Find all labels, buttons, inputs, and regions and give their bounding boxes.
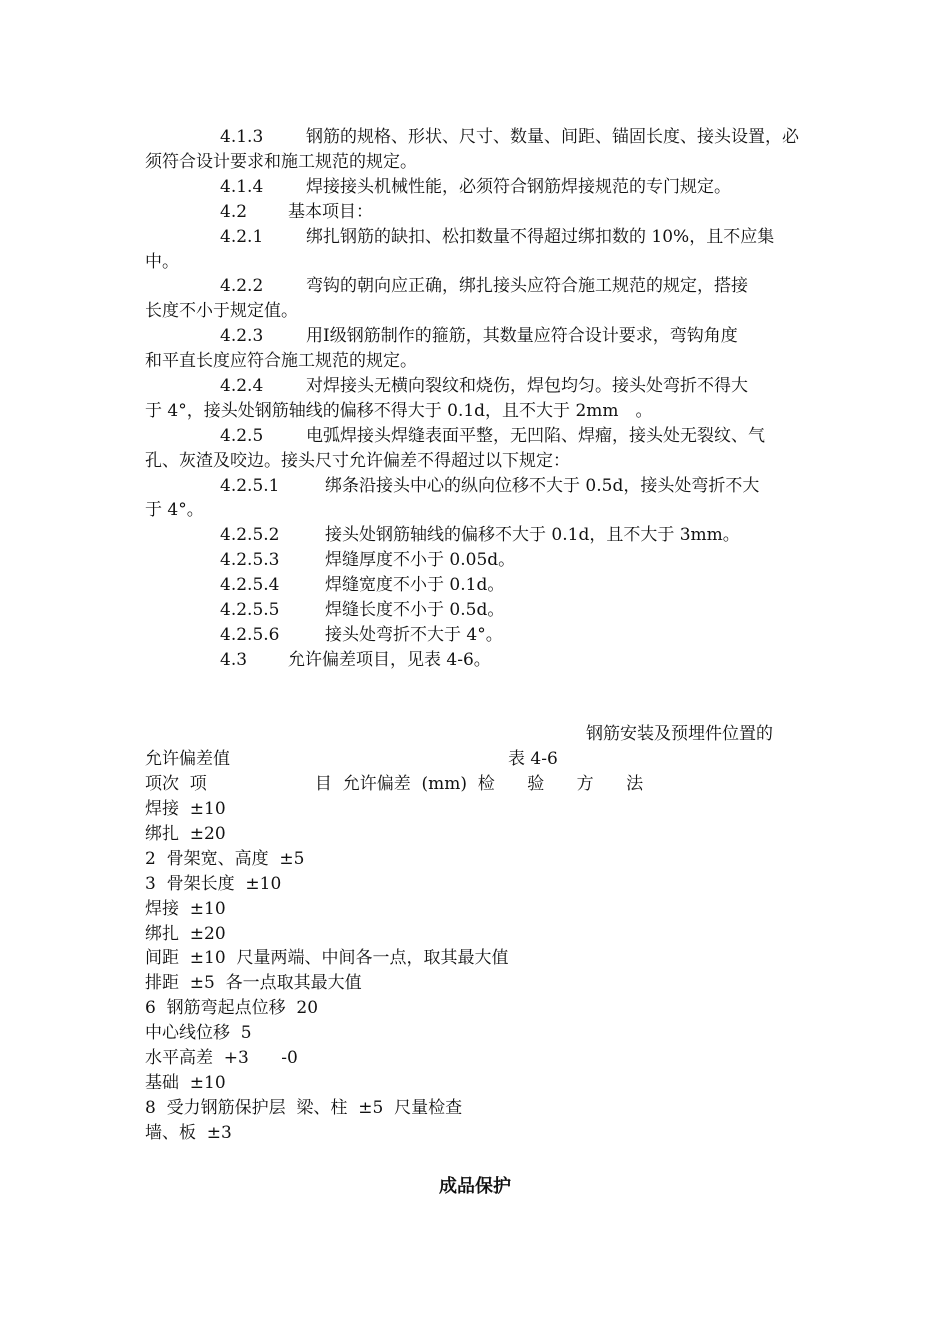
para-4-1-4 xyxy=(220,175,731,199)
para-text: 焊缝厚度不小于 0.05d。 xyxy=(325,550,516,570)
clause-number: 4.2.5.2 xyxy=(220,525,280,545)
clause-number: 4.2.3 xyxy=(220,326,264,346)
para-text: 对焊接头无横向裂纹和烧伤，焊包均匀。接头处弯折不得大 xyxy=(306,376,748,396)
table-row: 中心线位移 5 xyxy=(145,1023,252,1043)
para-4-2-5-2 xyxy=(220,523,740,547)
para-text: 电弧焊接头焊缝表面平整，无凹陷、焊瘤，接头处无裂纹、气 xyxy=(306,426,765,446)
table-row: 8 受力钢筋保护层 梁、柱 ±5 尺量检查 xyxy=(145,1098,463,1118)
para-4-2-5-5 xyxy=(220,598,504,622)
clause-number: 4.2.5 xyxy=(220,426,264,446)
para-4-2-5-3 xyxy=(220,548,515,572)
table-row: 绑扎 ±20 xyxy=(145,924,226,944)
para-4-2-5-cont: 孔、灰渣及咬边。接头尺寸允许偏差不得超过以下规定： xyxy=(145,451,570,471)
table-number: 表 4-6 xyxy=(508,749,558,769)
para-text: 允许偏差项目，见表 4-6。 xyxy=(288,650,491,670)
para-4-2-2-cont: 长度不小于规定值。 xyxy=(145,301,298,321)
clause-number: 4.1.3 xyxy=(220,127,264,147)
para-text: 绑条沿接头中心的纵向位移不大于 0.5d，接头处弯折不大 xyxy=(325,476,760,496)
table-row: 3 骨架长度 ±10 xyxy=(145,874,282,894)
para-text: 基本项目： xyxy=(288,202,373,222)
table-caption-title: 钢筋安装及预埋件位置的 xyxy=(586,724,773,744)
para-text: 接头处弯折不大于 4°。 xyxy=(325,625,503,645)
table-row: 间距 ±10 尺量两端、中间各一点，取其最大值 xyxy=(145,948,509,968)
para-4-2-3 xyxy=(220,324,738,348)
para-text: 接头处钢筋轴线的偏移不大于 0.1d，且不大于 3mm。 xyxy=(325,525,740,545)
table-row: 2 骨架宽、高度 ±5 xyxy=(145,849,305,869)
para-4-2-3-cont: 和平直长度应符合施工规范的规定。 xyxy=(145,351,417,371)
para-text: 用Ⅰ级钢筋制作的箍筋，其数量应符合设计要求，弯钩角度 xyxy=(306,326,738,346)
para-4-2-4-cont: 于 4°，接头处钢筋轴线的偏移不得大于 0.1d，且不大于 2mm 。 xyxy=(145,401,653,421)
para-4-2 xyxy=(220,200,373,224)
clause-number: 4.2.5.5 xyxy=(220,600,280,620)
para-text: 焊缝宽度不小于 0.1d。 xyxy=(325,575,505,595)
para-4-2-5-1 xyxy=(220,474,759,498)
clause-number: 4.3 xyxy=(220,650,248,670)
para-4-2-1-cont: 中。 xyxy=(145,252,179,272)
clause-number: 4.2.5.3 xyxy=(220,550,280,570)
table-caption-subtitle: 允许偏差值 xyxy=(145,749,230,769)
clause-number: 4.2.5.6 xyxy=(220,625,280,645)
para-text: 绑扎钢筋的缺扣、松扣数量不得超过绑扣数的 10%，且不应集 xyxy=(306,227,775,247)
para-4-2-4 xyxy=(220,374,748,398)
para-4-1-3-cont: 须符合设计要求和施工规范的规定。 xyxy=(145,152,417,172)
para-4-2-5-6 xyxy=(220,623,503,647)
clause-number: 4.2.4 xyxy=(220,376,264,396)
table-row: 基础 ±10 xyxy=(145,1073,226,1093)
para-4-2-2 xyxy=(220,274,748,298)
section-title: 成品保护 xyxy=(439,1176,511,1197)
table-row: 水平高差 +3 -0 xyxy=(145,1048,298,1068)
para-4-2-5 xyxy=(220,424,765,448)
para-4-2-5-1-cont: 于 4°。 xyxy=(145,500,204,520)
table-row: 墙、板 ±3 xyxy=(145,1123,232,1143)
clause-number: 4.1.4 xyxy=(220,177,264,197)
para-4-2-5-4 xyxy=(220,573,504,597)
table-header: 项次 项 目 允许偏差 (mm) 检 验 方 法 xyxy=(145,774,644,794)
clause-number: 4.2.5.1 xyxy=(220,476,280,496)
para-4-2-1 xyxy=(220,225,774,249)
para-4-1-3 xyxy=(220,125,799,149)
table-row: 焊接 ±10 xyxy=(145,799,226,819)
clause-number: 4.2.5.4 xyxy=(220,575,280,595)
para-text: 弯钩的朝向应正确，绑扎接头应符合施工规范的规定，搭接 xyxy=(306,276,748,296)
para-4-3 xyxy=(220,648,491,672)
clause-number: 4.2 xyxy=(220,202,248,222)
clause-number: 4.2.1 xyxy=(220,227,264,247)
table-row: 绑扎 ±20 xyxy=(145,824,226,844)
table-row: 排距 ±5 各一点取其最大值 xyxy=(145,973,362,993)
para-text: 焊缝长度不小于 0.5d。 xyxy=(325,600,505,620)
table-row: 焊接 ±10 xyxy=(145,899,226,919)
table-row: 6 钢筋弯起点位移 20 xyxy=(145,998,319,1018)
clause-number: 4.2.2 xyxy=(220,276,264,296)
para-text: 焊接接头机械性能，必须符合钢筋焊接规范的专门规定。 xyxy=(306,177,731,197)
para-text: 钢筋的规格、形状、尺寸、数量、间距、锚固长度、接头设置，必 xyxy=(306,127,799,147)
